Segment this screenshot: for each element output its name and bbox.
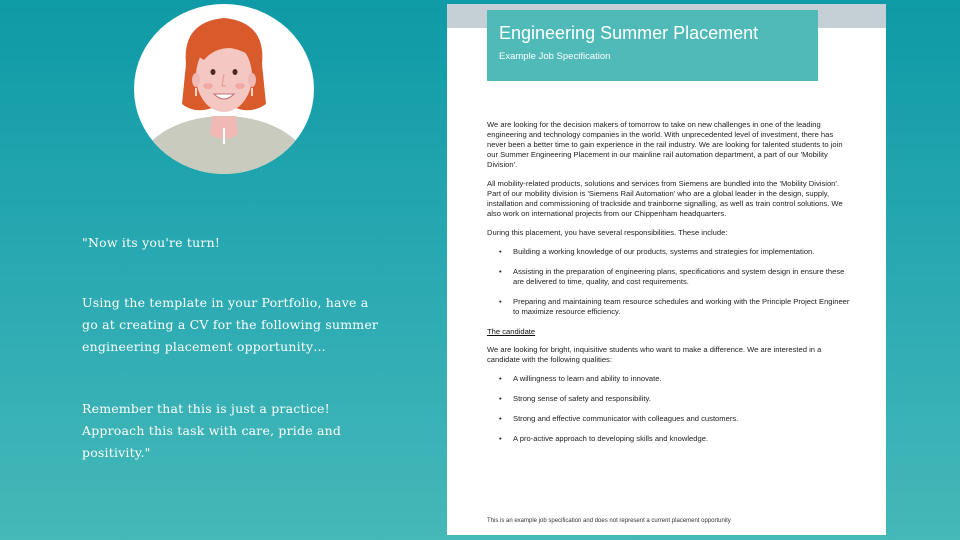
- bullet-icon: •: [499, 434, 502, 443]
- document-subtitle: Example Job Specification: [499, 51, 611, 62]
- list-item: • A pro-active approach to developing skills and knowledge.: [499, 434, 709, 443]
- list-item: • Preparing and maintaining team resource schedules and working with the Principle Project Engineer to maximize resource efficiency.: [499, 297, 850, 316]
- speech-instructions-text: [82, 292, 382, 358]
- list-item: • A willingness to learn and ability to innovate.: [499, 374, 662, 383]
- list-item: • Strong and effective communicator with colleagues and customers.: [499, 414, 739, 423]
- intro-paragraph-1: We are looking for the decision makers of tomorrow to take on new challenges in one of the leading engineering and technology companies in the world. With unprecedented level of investment, there has never been a better time to gain experience in the rail industry. We are looking for talented students to join our Summer Engineering Placement in our mainline rail automation department, a part of our 'Mobility Division'.: [487, 120, 843, 169]
- document-header: [487, 10, 818, 81]
- speech-intro-text: [82, 232, 382, 254]
- bullet-icon: •: [499, 414, 502, 423]
- responsibilities-list: [487, 247, 852, 317]
- job-specification-document: [447, 4, 886, 535]
- candidate-heading: The candidate: [487, 327, 536, 336]
- speech-line-2: Using the template in your Portfolio, have a go at creating a CV for the following summer engineering placement opportunity…: [82, 295, 379, 354]
- bullet-icon: •: [499, 394, 502, 403]
- list-item: • Building a working knowledge of our products, systems and strategies for implementation.: [499, 247, 815, 256]
- bullet-icon: •: [499, 267, 502, 276]
- bullet-icon: •: [499, 374, 502, 383]
- intro-paragraph-2: All mobility-related products, solutions and services from Siemens are bundled into the 'Mobility Division'. Part of our mobility division is 'Siemens Rail Automation' who are a global leader in the design, supply, installation and commissioning of trackside and trainborne signalling, as well as train control solutions. We also work on international projects from our Chippenham headquarters.: [487, 179, 843, 218]
- speech-line-1: "Now its you're turn!: [82, 235, 221, 250]
- bullet-icon: •: [499, 297, 502, 306]
- bullet-icon: •: [499, 247, 502, 256]
- woman-avatar-icon: [134, 4, 314, 174]
- speech-line-3: Remember that this is just a practice! Approach this task with care, pride and positivity.": [82, 401, 342, 460]
- qualities-list: [487, 374, 852, 444]
- document-footer: This is an example job specification and does not represent a current placement opportunity: [487, 518, 731, 524]
- list-item: • Strong sense of safety and responsibility.: [499, 394, 651, 403]
- document-title: Engineering Summer Placement: [499, 23, 759, 43]
- document-body: [487, 120, 852, 454]
- list-item: • Assisting in the preparation of engineering plans, specifications and system design in ensure these are delivered to time, quality, and cost requirements.: [499, 267, 845, 286]
- speech-reminder-text: [82, 398, 382, 464]
- intro-paragraph-3: During this placement, you have several responsibilities. These include:: [487, 228, 728, 237]
- candidate-intro: We are looking for bright, inquisitive students who want to make a difference. We are interested in a candidate with the following qualities:: [487, 345, 822, 364]
